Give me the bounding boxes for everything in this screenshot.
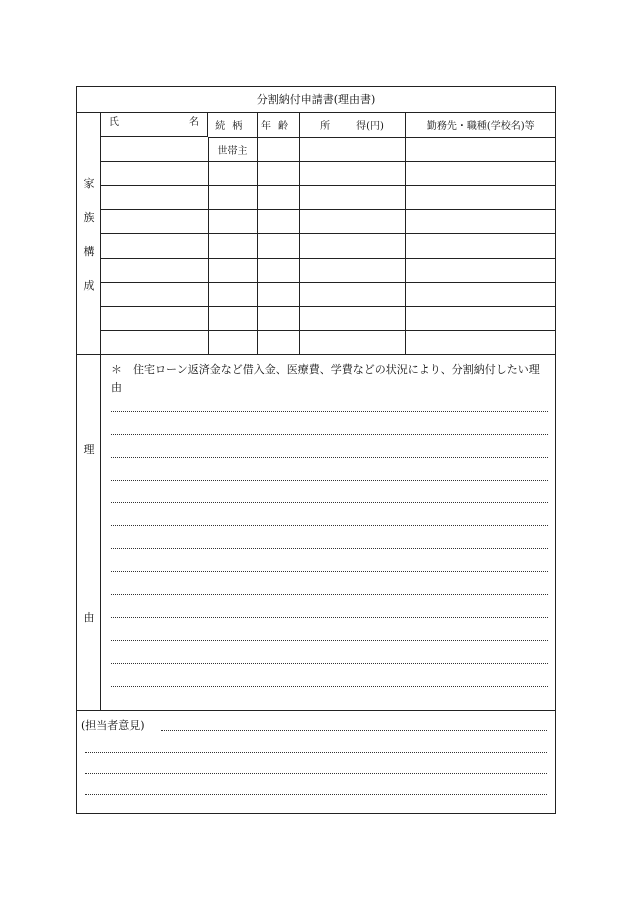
relation-cell: 世帯主 <box>208 137 257 161</box>
reason-side-char: 理 <box>83 443 95 456</box>
income-cell[interactable] <box>299 282 405 306</box>
income-cell[interactable] <box>299 307 405 331</box>
family-side-char: 成 <box>83 279 95 292</box>
income-cell[interactable] <box>299 210 405 234</box>
income-cell[interactable] <box>299 186 405 210</box>
relation-cell[interactable] <box>208 234 257 258</box>
family-row <box>101 234 556 258</box>
reason-writing-line[interactable] <box>111 434 548 435</box>
reason-writing-line[interactable] <box>111 640 548 641</box>
reason-writing-line[interactable] <box>111 663 548 664</box>
opinion-writing-line[interactable] <box>161 730 547 731</box>
reason-writing-line[interactable] <box>111 571 548 572</box>
reason-writing-line[interactable] <box>111 525 548 526</box>
column-header-relation: 続柄 <box>208 113 257 137</box>
family-row <box>101 331 556 355</box>
name-cell[interactable] <box>101 186 208 210</box>
column-header-income <box>299 113 405 137</box>
name-cell[interactable] <box>101 258 208 282</box>
column-header-income-a: 所 <box>320 121 331 133</box>
opinion-writing-line[interactable] <box>85 752 547 753</box>
relation-cell[interactable] <box>208 331 257 355</box>
relation-cell[interactable] <box>208 161 257 185</box>
income-cell[interactable] <box>299 331 405 355</box>
age-cell[interactable] <box>257 331 299 355</box>
name-cell[interactable] <box>101 307 208 331</box>
family-row <box>101 258 556 282</box>
family-side-char: 家 <box>83 177 95 190</box>
form-title: 分割納付申請書(理由書) <box>77 87 555 113</box>
column-header-name-given: 名 <box>189 117 199 128</box>
reason-writing-line[interactable] <box>111 480 548 481</box>
name-cell[interactable] <box>101 210 208 234</box>
name-cell[interactable] <box>101 234 208 258</box>
reason-side-label <box>77 355 101 710</box>
column-header-age: 年齢 <box>257 113 299 137</box>
age-cell[interactable] <box>257 307 299 331</box>
reason-section <box>77 355 555 711</box>
age-cell[interactable] <box>257 282 299 306</box>
income-cell[interactable] <box>299 258 405 282</box>
reason-writing-line[interactable] <box>111 457 548 458</box>
age-cell[interactable] <box>257 137 299 161</box>
family-side-label <box>77 113 101 354</box>
reason-instruction-text: 住宅ローン返済金など借入金、医療費、学費などの状況により、分割納付したい理由 <box>111 363 540 394</box>
name-cell[interactable] <box>101 282 208 306</box>
reason-writing-line[interactable] <box>111 617 548 618</box>
staff-opinion-section <box>77 711 555 815</box>
column-header-name <box>101 113 208 137</box>
column-header-income-b: 得(円) <box>356 121 384 133</box>
family-side-char: 族 <box>83 211 95 224</box>
workplace-cell[interactable] <box>405 307 556 331</box>
workplace-cell[interactable] <box>405 331 556 355</box>
workplace-cell[interactable] <box>405 186 556 210</box>
staff-opinion-label: (担当者意見) <box>81 719 145 732</box>
workplace-cell[interactable] <box>405 137 556 161</box>
reason-writing-line[interactable] <box>111 594 548 595</box>
family-row <box>101 161 556 185</box>
age-cell[interactable] <box>257 161 299 185</box>
age-cell[interactable] <box>257 234 299 258</box>
family-table <box>101 113 556 355</box>
opinion-writing-line[interactable] <box>85 773 547 774</box>
family-row <box>101 186 556 210</box>
income-cell[interactable] <box>299 137 405 161</box>
relation-cell[interactable] <box>208 282 257 306</box>
income-cell[interactable] <box>299 234 405 258</box>
family-row <box>101 137 556 161</box>
reason-instruction <box>111 361 549 397</box>
family-row <box>101 210 556 234</box>
reason-writing-line[interactable] <box>111 411 548 412</box>
reason-note-marker: ＊ <box>111 363 122 376</box>
family-composition-section <box>77 113 555 355</box>
opinion-writing-line[interactable] <box>85 794 547 795</box>
reason-side-char: 由 <box>83 611 95 624</box>
reason-writing-line[interactable] <box>111 502 548 503</box>
age-cell[interactable] <box>257 186 299 210</box>
family-table-header <box>101 113 556 137</box>
name-cell[interactable] <box>101 161 208 185</box>
income-cell[interactable] <box>299 161 405 185</box>
column-header-workplace: 勤務先・職種(学校名)等 <box>405 113 556 137</box>
workplace-cell[interactable] <box>405 161 556 185</box>
workplace-cell[interactable] <box>405 282 556 306</box>
family-row <box>101 307 556 331</box>
reason-writing-line[interactable] <box>111 686 548 687</box>
family-row <box>101 282 556 306</box>
relation-cell[interactable] <box>208 258 257 282</box>
family-side-char: 構 <box>83 245 95 258</box>
installment-application-form <box>76 86 556 814</box>
workplace-cell[interactable] <box>405 210 556 234</box>
reason-writing-line[interactable] <box>111 548 548 549</box>
relation-cell[interactable] <box>208 307 257 331</box>
relation-cell[interactable] <box>208 210 257 234</box>
workplace-cell[interactable] <box>405 258 556 282</box>
age-cell[interactable] <box>257 210 299 234</box>
name-cell[interactable] <box>101 331 208 355</box>
age-cell[interactable] <box>257 258 299 282</box>
column-header-name-family: 氏 <box>109 117 119 128</box>
name-cell[interactable] <box>101 137 208 161</box>
relation-cell[interactable] <box>208 186 257 210</box>
workplace-cell[interactable] <box>405 234 556 258</box>
